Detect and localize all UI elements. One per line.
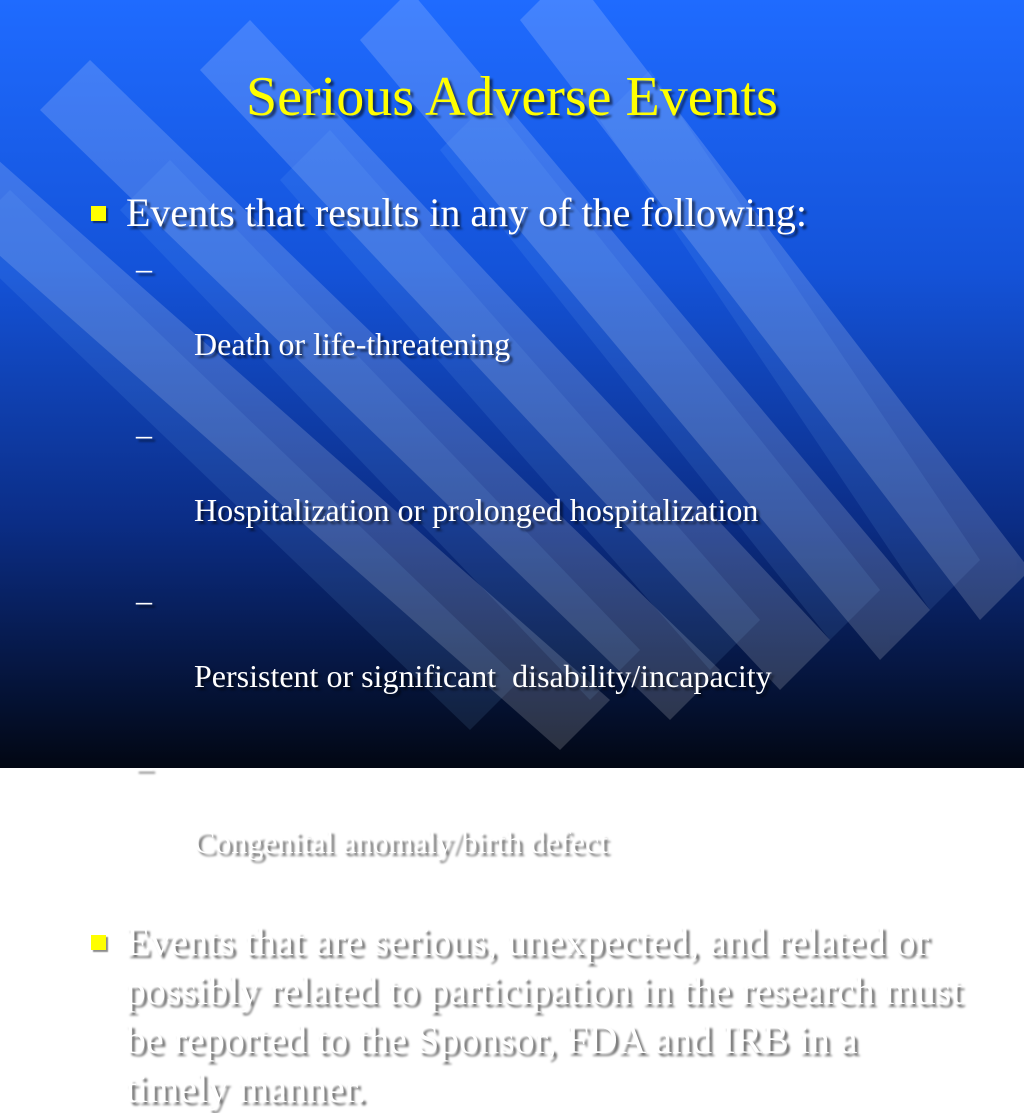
bullet-text: Events that results in any of the following: bbox=[126, 190, 807, 235]
dash-icon: – bbox=[136, 250, 152, 286]
sub-bullet-item bbox=[88, 249, 968, 401]
square-bullet-icon bbox=[91, 206, 106, 221]
sub-bullet-text: Hospitalization or prolonged hospitalization bbox=[194, 492, 759, 528]
slide-content bbox=[88, 188, 968, 1113]
bullet-item bbox=[88, 917, 968, 1113]
dash-icon: – bbox=[136, 416, 152, 452]
sub-bullet-item bbox=[88, 747, 968, 899]
bullet-item bbox=[88, 188, 968, 237]
sub-bullet-text: Persistent or significant disability/incapacity bbox=[194, 658, 772, 694]
square-bullet-icon bbox=[91, 935, 106, 950]
sub-bullet-text: Congenital anomaly/birth defect bbox=[194, 824, 609, 860]
slide-title: Serious Adverse Events bbox=[246, 66, 778, 128]
dash-icon: – bbox=[136, 748, 152, 784]
dash-icon: – bbox=[136, 582, 152, 618]
bullet-text: Events that are serious, unexpected, and related or possibly related to participation in the research must be reported to the Sponsor, FDA and IRB in a timely manner. bbox=[126, 919, 963, 1111]
sub-bullet-text: Death or life-threatening bbox=[194, 326, 511, 362]
sub-bullet-item bbox=[88, 581, 968, 733]
sub-bullet-item bbox=[88, 415, 968, 567]
